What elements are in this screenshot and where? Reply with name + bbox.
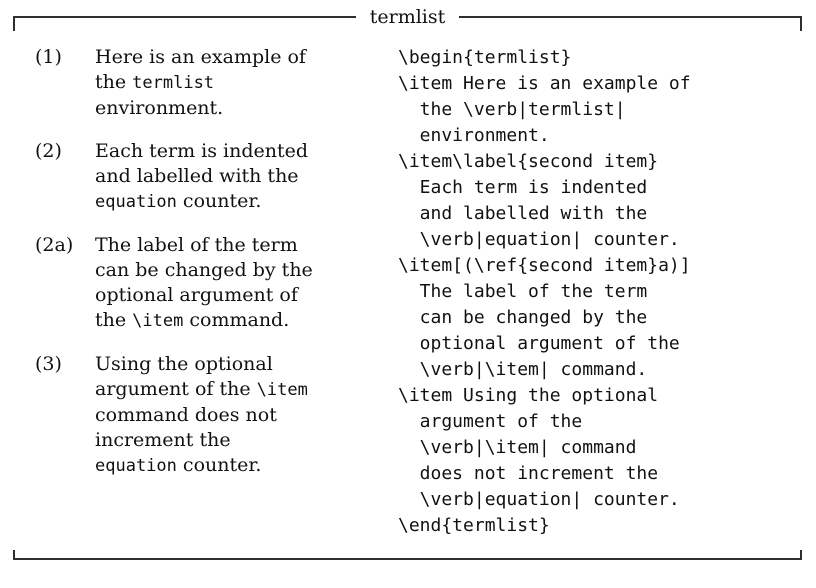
text-segment: and labelled with the <box>95 165 299 187</box>
code-line: The label of the term <box>398 281 648 302</box>
term-item <box>35 139 375 215</box>
frame-top-rule-left-segment <box>13 16 356 18</box>
frame-corner-tick-top-left <box>13 17 15 31</box>
term-item-label: (2) <box>35 140 62 162</box>
term-text-line <box>95 377 375 403</box>
code-line: the \verb|termlist| <box>398 99 626 120</box>
term-text-line <box>95 283 375 308</box>
code-line: \begin{termlist} <box>398 47 572 68</box>
term-text-line <box>95 70 375 96</box>
term-item-label: (1) <box>35 46 62 68</box>
term-text-line <box>95 45 375 70</box>
inline-code: equation <box>95 456 177 476</box>
code-line: Each term is indented <box>398 177 648 198</box>
code-line: optional argument of the <box>398 333 680 354</box>
frame-top-rule-right-segment <box>459 16 802 18</box>
code-line: \item Using the optional <box>398 385 659 406</box>
text-segment: counter. <box>176 190 262 212</box>
term-text-line <box>95 164 375 189</box>
frame-title: termlist <box>369 6 446 28</box>
term-text-line <box>95 403 375 428</box>
frame-top-rule <box>13 7 802 27</box>
text-segment: Each term is indented <box>95 140 308 162</box>
term-item-text <box>95 139 375 215</box>
code-line: \end{termlist} <box>398 515 550 536</box>
term-text-line <box>95 352 375 377</box>
term-item-text <box>95 233 375 334</box>
inline-code: \item <box>132 311 184 331</box>
text-segment: command does not <box>95 404 277 426</box>
term-text-line <box>95 308 375 334</box>
term-text-line <box>95 428 375 453</box>
code-line: \item[(\ref{second item}a)] <box>398 255 691 276</box>
term-item <box>35 233 375 334</box>
inline-code: equation <box>95 192 177 212</box>
term-item-label: (3) <box>35 353 62 375</box>
term-text-line <box>95 139 375 164</box>
text-segment: command. <box>183 309 290 331</box>
text-segment: environment. <box>95 97 224 119</box>
text-segment: argument of the <box>95 378 257 400</box>
term-text-line <box>95 96 375 121</box>
term-text-line <box>95 233 375 258</box>
code-line: and labelled with the <box>398 203 648 224</box>
code-line: \item Here is an example of <box>398 73 691 94</box>
text-segment: The label of the term <box>95 234 298 256</box>
text-segment: Here is an example of <box>95 46 306 68</box>
text-segment: the <box>95 71 133 93</box>
code-line: environment. <box>398 125 550 146</box>
text-segment: Using the optional <box>95 353 273 375</box>
latex-source-column <box>398 45 691 539</box>
term-item <box>35 352 375 479</box>
text-segment: can be changed by the <box>95 259 313 281</box>
text-segment: counter. <box>176 454 262 476</box>
inline-code: termlist <box>132 73 215 93</box>
code-line: \verb|\item| command. <box>398 359 648 380</box>
frame-corner-tick-top-right <box>800 17 802 31</box>
frame-bottom-rule <box>13 550 802 560</box>
text-segment: increment the <box>95 429 231 451</box>
code-line: argument of the <box>398 411 583 432</box>
term-text-line <box>95 189 375 215</box>
rendered-output-column <box>35 45 375 479</box>
code-line: can be changed by the <box>398 307 648 328</box>
term-text-line <box>95 453 375 479</box>
code-line: does not increment the <box>398 463 659 484</box>
code-line: \verb|\item| command <box>398 437 637 458</box>
term-item-text <box>95 45 375 121</box>
inline-code: \item <box>256 380 308 400</box>
term-item <box>35 45 375 121</box>
term-item-label: (2a) <box>35 234 74 256</box>
term-text-line <box>95 258 375 283</box>
term-item-text <box>95 352 375 479</box>
text-segment: optional argument of <box>95 284 298 306</box>
code-line: \verb|equation| counter. <box>398 489 680 510</box>
text-segment: the <box>95 309 133 331</box>
code-line: \item\label{second item} <box>398 151 659 172</box>
code-line: \verb|equation| counter. <box>398 229 680 250</box>
